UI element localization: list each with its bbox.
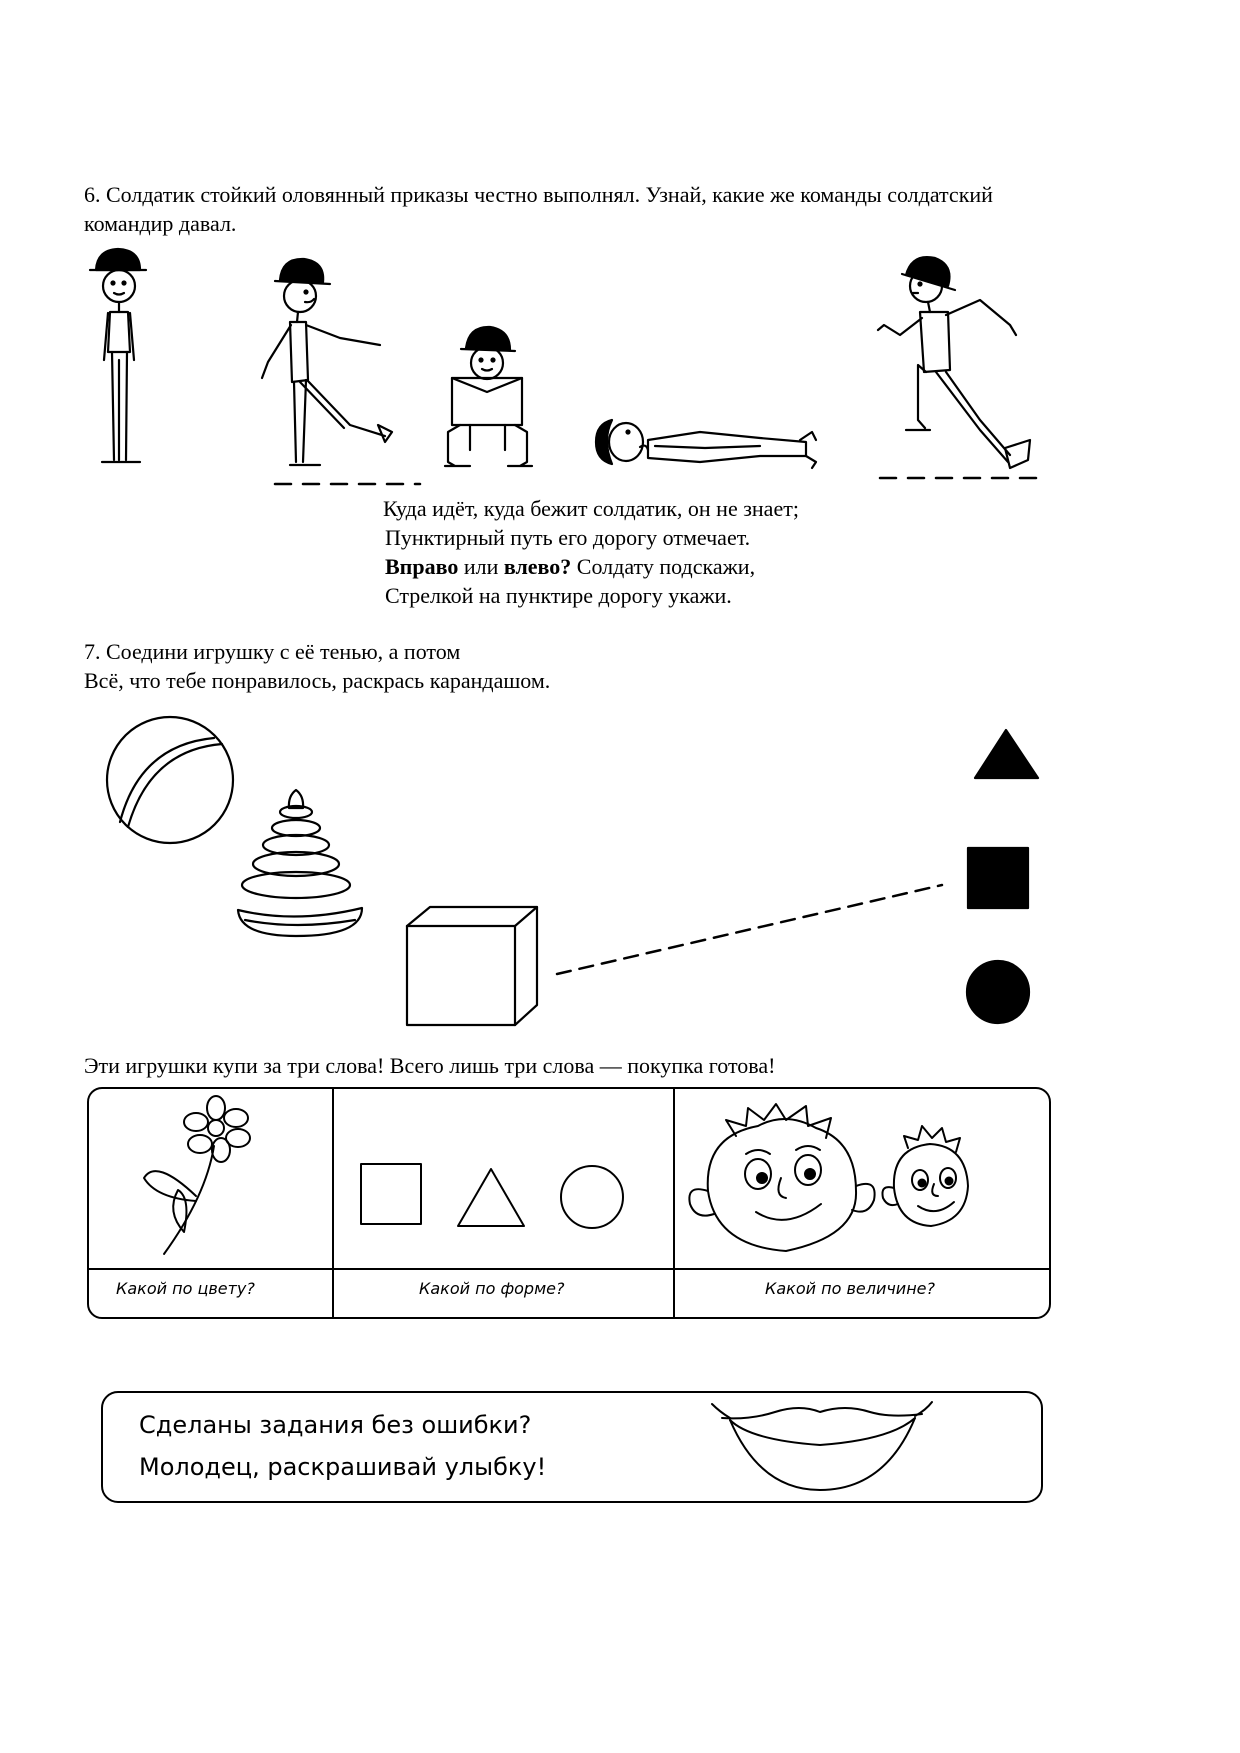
poem-line4 <box>383 581 799 610</box>
poem <box>383 494 799 610</box>
soldier-running-icon <box>878 257 1030 468</box>
soldier-standing-icon <box>90 249 146 462</box>
question-size: Какой по величине? <box>765 1279 935 1298</box>
pyramid-icon <box>238 790 362 936</box>
circle-shadow-icon <box>967 961 1029 1023</box>
task6-heading-line1: 6. Солдатик стойкий оловянный приказы честно выполнял. Узнай, какие же команды солдатский <box>84 182 993 207</box>
soldier-marching-icon <box>262 259 392 465</box>
cube-icon <box>407 907 537 1025</box>
question-shape: Какой по форме? <box>419 1279 565 1298</box>
shop-intro: Эти игрушки купи за три слова! Всего лишь три слова — покупка готова! <box>84 1053 776 1078</box>
footer-line2: Молодец, раскрашивай улыбку! <box>139 1453 547 1481</box>
task7-heading-line1: 7. Соедини игрушку с её тенью, а потом <box>84 639 461 664</box>
footer-line1: Сделаны задания без ошибки? <box>139 1411 532 1439</box>
task7-heading-line2: Всё, что тебе понравилось, раскрась карандашом. <box>84 668 551 693</box>
triangle-shadow-icon <box>975 730 1038 778</box>
connection-line <box>557 885 942 974</box>
toys-shadows-illustration <box>0 700 1240 1100</box>
poem-line4-text: Стрелкой на пунктире дорогу укажи. <box>385 583 732 608</box>
poem-line3-rest: Солдату подскажи, <box>571 554 756 579</box>
poem-line2-text: Пунктирный путь его дорогу отмечает. <box>385 525 751 550</box>
square-shadow-icon <box>968 848 1028 908</box>
ball-icon <box>107 717 233 843</box>
flower-icon <box>144 1096 250 1254</box>
poem-line3 <box>383 552 799 581</box>
square-outline-icon <box>361 1164 421 1224</box>
smile-lips-icon <box>712 1402 932 1490</box>
big-boy-face-icon <box>689 1104 874 1251</box>
circle-outline-icon <box>561 1166 623 1228</box>
poem-or: или <box>458 554 504 579</box>
triangle-outline-icon <box>458 1169 524 1226</box>
soldier-lying-icon <box>596 420 816 468</box>
poem-left-word: влево? <box>503 554 572 579</box>
poem-right-word: Вправо <box>385 554 459 579</box>
task6-heading-line2: командир давал. <box>84 211 237 236</box>
poem-line1: Куда идёт, куда бежит солдатик, он не знает; <box>383 496 799 521</box>
poem-line2 <box>383 523 799 552</box>
soldier-squatting-icon <box>445 327 532 466</box>
soldiers-illustration <box>0 0 1240 500</box>
small-boy-face-icon <box>882 1126 968 1226</box>
question-color: Какой по цвету? <box>116 1279 255 1298</box>
